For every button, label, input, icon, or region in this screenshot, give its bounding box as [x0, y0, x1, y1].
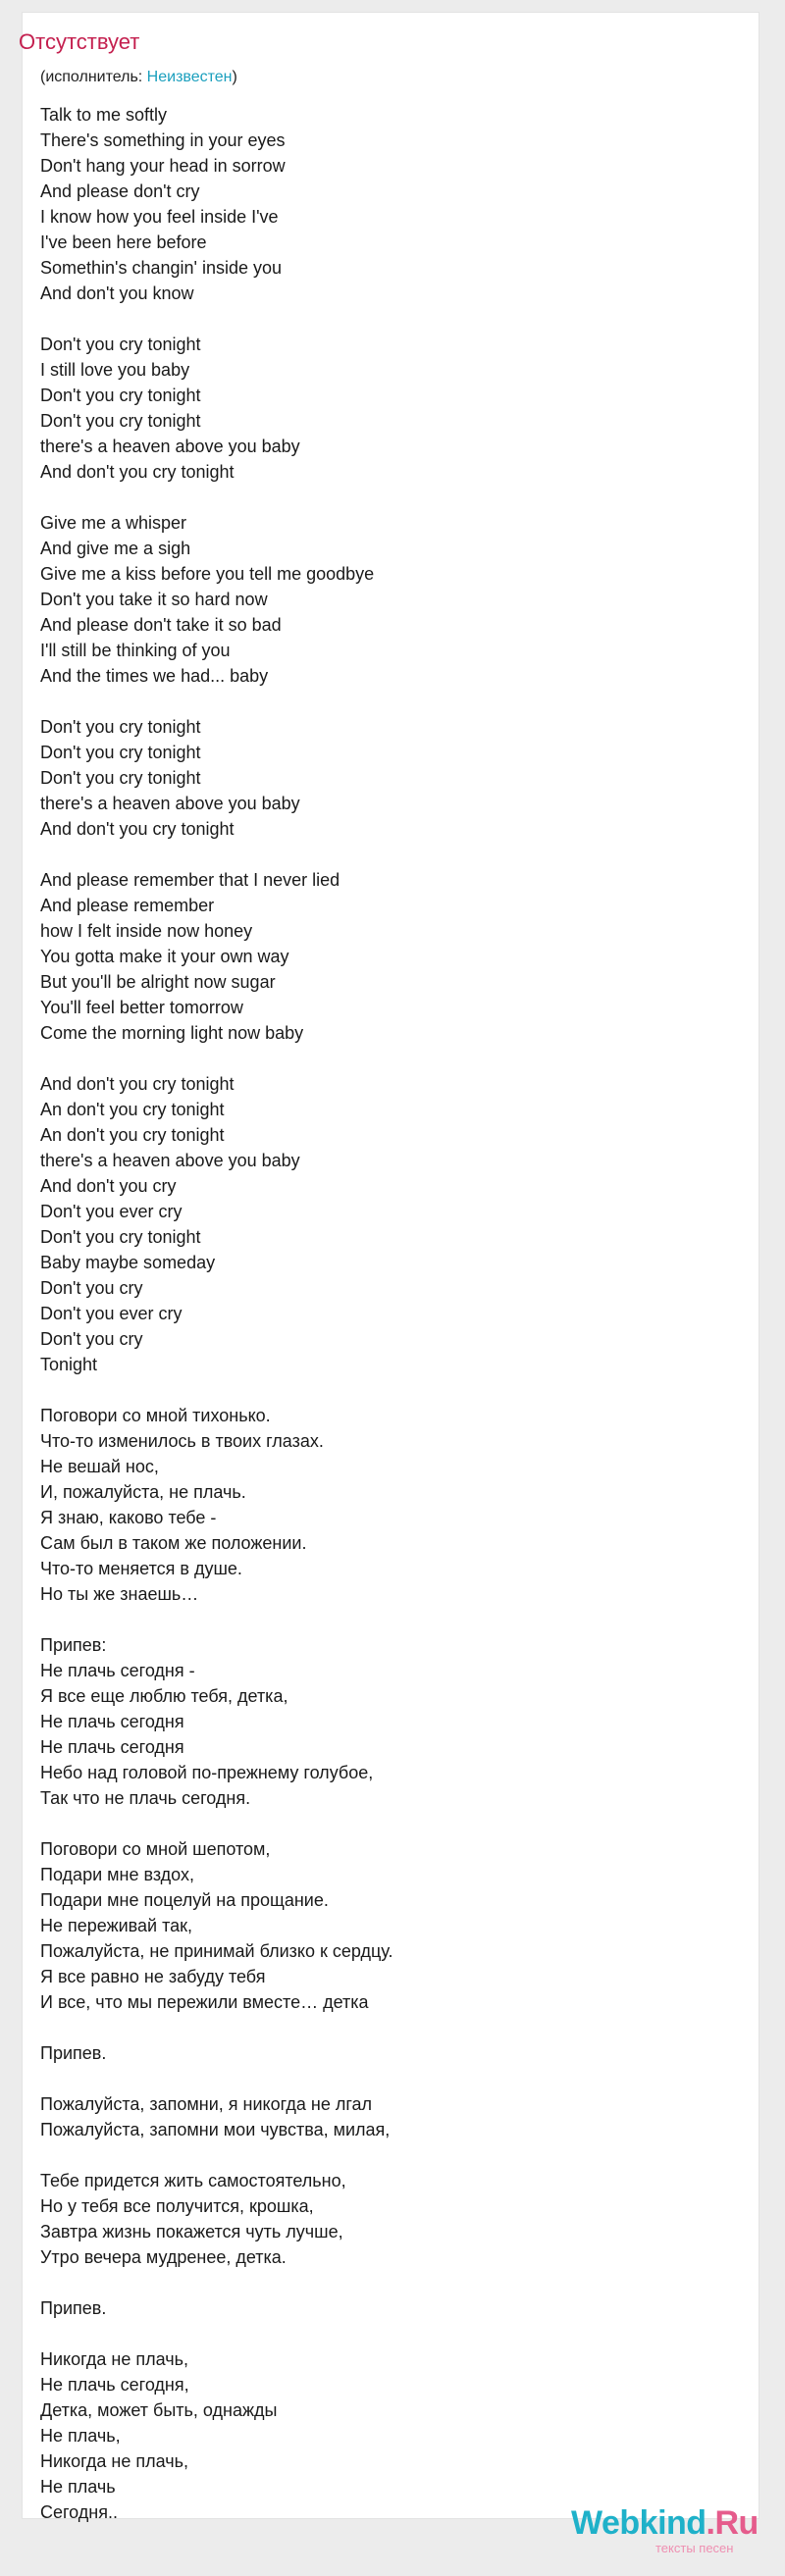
lyric-line: And the times we had... baby [40, 666, 269, 686]
lyric-line: Не плачь сегодня [40, 1712, 184, 1731]
lyric-line: Не переживай так, [40, 1916, 193, 1935]
lyric-line: there's a heaven above you baby [40, 1151, 300, 1170]
lyric-line: Give me a kiss before you tell me goodbye [40, 564, 375, 584]
lyric-line: Don't you cry tonight [40, 411, 201, 431]
lyric-line: Сам был в таком же положении. [40, 1533, 307, 1553]
lyrics-text [40, 102, 727, 2525]
lyric-blank-line [40, 2015, 727, 2040]
lyric-line: Пожалуйста, не принимай близко к сердцу. [40, 1941, 393, 1961]
lyric-blank-line [40, 689, 727, 714]
lyric-line: And don't you cry [40, 1176, 177, 1196]
lyric-line: Я все равно не забуду тебя [40, 1967, 266, 1986]
song-title: Отсутствует [19, 29, 140, 54]
lyric-line: Don't you cry [40, 1278, 143, 1298]
lyric-line: Don't you cry tonight [40, 717, 201, 737]
lyric-line: Don't you cry tonight [40, 386, 201, 405]
lyric-line: Come the morning light now baby [40, 1023, 304, 1043]
lyric-line: Don't you cry tonight [40, 768, 201, 788]
lyric-line: I know how you feel inside I've [40, 207, 279, 227]
lyric-line: And don't you cry tonight [40, 1074, 235, 1094]
lyric-line: Сегодня.. [40, 2502, 118, 2522]
lyric-line: Don't you cry [40, 1329, 143, 1349]
lyric-line: Don't you ever cry [40, 1202, 183, 1221]
lyric-line: Что-то меняется в душе. [40, 1559, 242, 1578]
lyric-line: Подари мне поцелуй на прощание. [40, 1890, 329, 1910]
lyric-line: Поговори со мной тихонько. [40, 1406, 271, 1425]
artist-suffix: ) [232, 69, 237, 85]
lyric-line: Небо над головой по-прежнему голубое, [40, 1763, 374, 1782]
lyric-line: Я знаю, каково тебе - [40, 1508, 217, 1527]
lyric-line: An don't you cry tonight [40, 1100, 225, 1119]
lyric-line: Somethin's changin' inside you [40, 258, 283, 278]
lyric-line: Припев: [40, 1635, 107, 1655]
lyric-line: Don't you ever cry [40, 1304, 183, 1323]
lyric-line: Пожалуйста, запомни мои чувства, милая, [40, 2120, 391, 2139]
lyric-line: And don't you cry tonight [40, 819, 235, 839]
lyric-line: Don't hang your head in sorrow [40, 156, 286, 176]
lyric-line: Give me a whisper [40, 513, 187, 533]
webkind-logo[interactable] [571, 2503, 767, 2562]
lyric-line: And don't you know [40, 283, 194, 303]
lyric-line: But you'll be alright now sugar [40, 972, 276, 992]
lyric-line: And give me a sigh [40, 539, 191, 558]
lyric-line: Детка, может быть, однажды [40, 2400, 278, 2420]
lyric-line: Тебе придется жить самостоятельно, [40, 2171, 346, 2190]
lyric-blank-line [40, 1046, 727, 1071]
lyric-line: how I felt inside now honey [40, 921, 253, 941]
lyric-line: Никогда не плачь, [40, 2451, 188, 2471]
lyric-blank-line [40, 306, 727, 332]
lyric-blank-line [40, 1607, 727, 1632]
artist-link[interactable]: Неизвестен [146, 69, 233, 85]
lyric-line: Подари мне вздох, [40, 1865, 194, 1884]
lyric-line: Так что не плачь сегодня. [40, 1788, 251, 1808]
lyric-line: Don't you cry tonight [40, 335, 201, 354]
lyric-line: Что-то изменилось в твоих глазах. [40, 1431, 324, 1451]
lyric-line: And please remember [40, 896, 215, 915]
lyric-line: Не вешай нос, [40, 1457, 159, 1476]
lyric-line: Don't you take it so hard now [40, 590, 268, 609]
lyric-line: I still love you baby [40, 360, 190, 380]
logo-tld: .Ru [706, 2504, 759, 2542]
lyric-blank-line [40, 2270, 727, 2295]
lyric-line: Я все еще люблю тебя, детка, [40, 1686, 288, 1706]
logo-name: Webkind [571, 2504, 706, 2542]
lyric-line: Поговори со мной шепотом, [40, 1839, 271, 1859]
lyric-line: И, пожалуйста, не плачь. [40, 1482, 246, 1502]
lyric-line: Talk to me softly [40, 105, 168, 125]
lyric-line: And please don't cry [40, 181, 200, 201]
lyric-line: Не плачь сегодня [40, 1737, 184, 1757]
lyric-line: And please don't take it so bad [40, 615, 282, 635]
lyric-line: there's a heaven above you baby [40, 794, 300, 813]
logo-tagline: тексты песен [655, 2541, 734, 2555]
lyric-line: Никогда не плачь, [40, 2349, 188, 2369]
lyric-line: Не плачь, [40, 2426, 121, 2446]
lyric-line: You'll feel better tomorrow [40, 998, 243, 1017]
lyric-line: Припев. [40, 2298, 107, 2318]
lyric-line: Пожалуйста, запомни, я никогда не лгал [40, 2094, 373, 2114]
lyric-line: Но ты же знаешь… [40, 1584, 199, 1604]
lyric-line: И все, что мы пережили вместе… детка [40, 1992, 369, 2012]
lyric-blank-line [40, 1811, 727, 1836]
lyric-line: I've been here before [40, 232, 207, 252]
lyric-line: Не плачь [40, 2477, 116, 2497]
lyric-line: You gotta make it your own way [40, 947, 289, 966]
lyric-line: And don't you cry tonight [40, 462, 235, 482]
lyric-line: Завтра жизнь покажется чуть лучше, [40, 2222, 343, 2241]
lyric-blank-line [40, 2142, 727, 2168]
lyric-line: An don't you cry tonight [40, 1125, 225, 1145]
lyric-line: Don't you cry tonight [40, 743, 201, 762]
lyric-line: Не плачь сегодня, [40, 2375, 189, 2395]
logo-wordmark [571, 2503, 759, 2543]
lyric-line: Но у тебя все получится, крошка, [40, 2196, 314, 2216]
lyric-line: Утро вечера мудренее, детка. [40, 2247, 287, 2267]
lyric-line: there's a heaven above you baby [40, 437, 300, 456]
artist-prefix: (исполнитель: [40, 69, 147, 85]
artist-line [40, 68, 237, 87]
lyric-line: There's something in your eyes [40, 130, 286, 150]
lyric-blank-line [40, 2321, 727, 2346]
lyric-line: Припев. [40, 2043, 107, 2063]
lyric-line: Don't you cry tonight [40, 1227, 201, 1247]
lyric-line: Baby maybe someday [40, 1253, 216, 1272]
lyric-blank-line [40, 1377, 727, 1403]
lyric-line: Не плачь сегодня - [40, 1661, 195, 1680]
lyric-line: Tonight [40, 1355, 98, 1374]
lyric-blank-line [40, 2066, 727, 2091]
lyric-blank-line [40, 485, 727, 510]
lyric-blank-line [40, 842, 727, 867]
lyric-line: I'll still be thinking of you [40, 641, 231, 660]
lyric-line: And please remember that I never lied [40, 870, 340, 890]
